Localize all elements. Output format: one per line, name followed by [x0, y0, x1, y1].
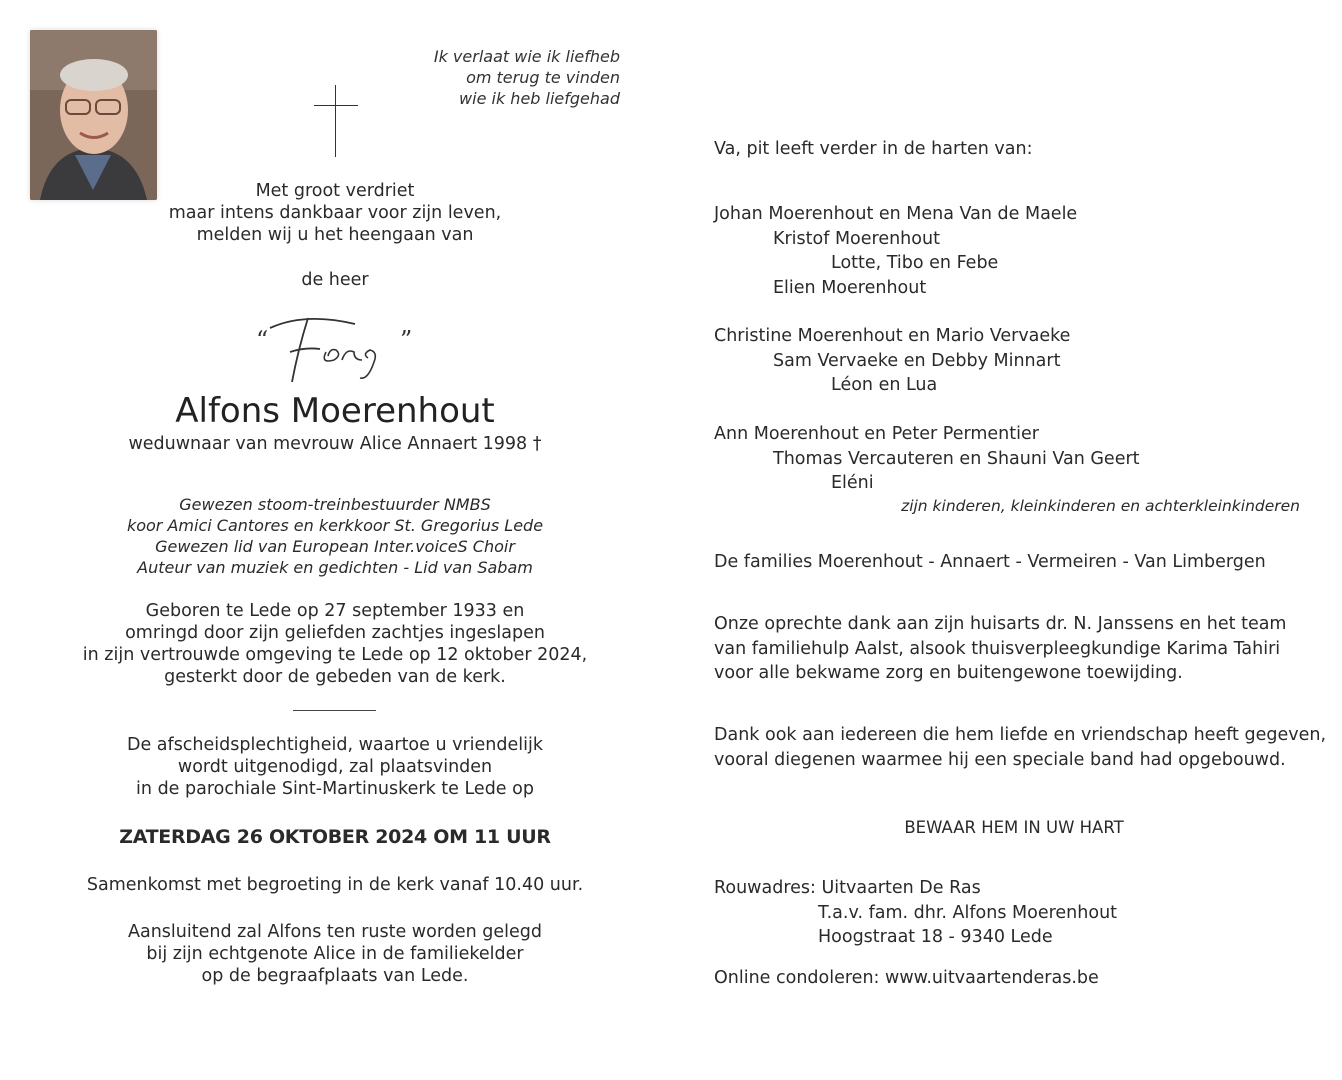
thanks-line: van familiehulp Aalst, alsook thuisverpleegkundige Karima Tahiri — [714, 638, 1281, 659]
family-member: Johan Moerenhout en Mena Van de Maele — [714, 204, 1078, 224]
ceremony-line: in de parochiale Sint-Martinuskerk te Lede op — [136, 779, 534, 799]
family-member: Sam Vervaeke en Debby Minnart — [773, 350, 1061, 371]
open-quote: “ — [256, 326, 269, 354]
honorific: de heer — [301, 270, 369, 290]
deceased-name: Alfons Moerenhout — [175, 391, 495, 431]
family-member: Eléni — [831, 473, 874, 493]
cross-icon — [314, 85, 358, 157]
role-item: Gewezen lid van European Inter.voiceS Choir — [155, 537, 515, 556]
address-line: Hoogstraat 18 - 9340 Lede — [818, 927, 1053, 947]
portrait-photo — [30, 30, 157, 200]
mourners-heading: Va, pit leeft verder in de harten van: — [714, 139, 1033, 159]
family-member: Lotte, Tibo en Febe — [831, 253, 999, 273]
intro-line: maar intens dankbaar voor zijn leven, — [168, 203, 502, 223]
ceremony-text — [70, 734, 600, 800]
families-line: De families Moerenhout - Annaert - Vermeiren - Van Limbergen — [714, 552, 1266, 572]
close-quote: ” — [400, 326, 413, 354]
family-member: Christine Moerenhout en Mario Vervaeke — [714, 326, 1071, 346]
address-line: Rouwadres: Uitvaarten De Ras — [714, 878, 981, 898]
born-line: gesterkt door de gebeden van de kerk. — [164, 667, 506, 687]
gathering-text: Samenkomst met begroeting in de kerk vanaf 10.40 uur. — [86, 875, 584, 895]
role-item: Gewezen stoom-treinbestuurder NMBS — [179, 495, 491, 514]
intro-text — [70, 180, 600, 246]
intro-line: Met groot verdriet — [255, 181, 415, 201]
mourning-address — [714, 876, 1117, 950]
nickname-script — [250, 300, 420, 392]
birth-death-text — [70, 600, 600, 688]
family-note: zijn kinderen, kleinkinderen en achterkleinkinderen — [901, 497, 1300, 515]
address-line: T.a.v. fam. dhr. Alfons Moerenhout — [818, 902, 1118, 923]
family-member: Kristof Moerenhout — [773, 228, 940, 249]
family-member: Thomas Vercauteren en Shauni Van Geert — [773, 448, 1140, 469]
thanks-line: Dank ook aan iedereen die hem liefde en vriendschap heeft gegeven, — [714, 725, 1327, 745]
family-member: Léon en Lua — [831, 375, 938, 395]
ceremony-line: De afscheidsplechtigheid, waartoe u vriendelijk — [127, 735, 543, 755]
born-line: in zijn vertrouwde omgeving te Lede op 12 oktober 2024, — [82, 645, 588, 665]
born-line: Geboren te Lede op 27 september 1933 en — [145, 601, 525, 621]
intro-line: melden wij u het heengaan van — [196, 225, 474, 245]
burial-line: Aansluitend zal Alfons ten ruste worden gelegd — [128, 922, 542, 942]
burial-line: op de begraafplaats van Lede. — [201, 966, 469, 986]
thanks-paragraph — [714, 723, 1326, 772]
family-member: Ann Moerenhout en Peter Permentier — [714, 424, 1039, 444]
family-group — [714, 324, 1070, 398]
ceremony-date: ZATERDAG 26 OKTOBER 2024 OM 11 UUR — [119, 826, 551, 848]
thanks-line: vooral diegenen waarmee hij een speciale band had opgebouwd. — [714, 749, 1286, 770]
roles-list — [70, 494, 600, 578]
verse-line: Ik verlaat wie ik liefheb — [433, 47, 620, 66]
ceremony-line: wordt uitgenodigd, zal plaatsvinden — [177, 757, 493, 777]
verse — [380, 46, 620, 109]
nickname-text: “Fons” — [250, 300, 254, 301]
family-member: Elien Moerenhout — [773, 277, 927, 298]
thanks-paragraph — [714, 612, 1286, 686]
burial-line: bij zijn echtgenote Alice in de familiekelder — [146, 944, 524, 964]
widower-line: weduwnaar van mevrouw Alice Annaert 1998 † — [128, 434, 542, 454]
thanks-line: voor alle bekwame zorg en buitengewone toewijding. — [714, 663, 1183, 683]
role-item: Auteur van muziek en gedichten - Lid van Sabam — [137, 558, 533, 577]
born-line: omringd door zijn geliefden zachtjes ingeslapen — [125, 623, 545, 643]
thanks-line: Onze oprechte dank aan zijn huisarts dr. N. Janssens en het team — [714, 614, 1287, 634]
burial-text — [70, 921, 600, 987]
verse-line: wie ik heb liefgehad — [459, 89, 620, 108]
family-group — [714, 422, 1140, 496]
verse-line: om terug te vinden — [466, 68, 620, 87]
motto: BEWAAR HEM IN UW HART — [904, 818, 1124, 837]
online-condolence: Online condoleren: www.uitvaartenderas.be — [714, 968, 1099, 988]
family-group — [714, 202, 1077, 300]
divider — [293, 710, 376, 711]
portrait-image — [30, 30, 157, 200]
role-item: koor Amici Cantores en kerkkoor St. Gregorius Lede — [126, 516, 544, 535]
